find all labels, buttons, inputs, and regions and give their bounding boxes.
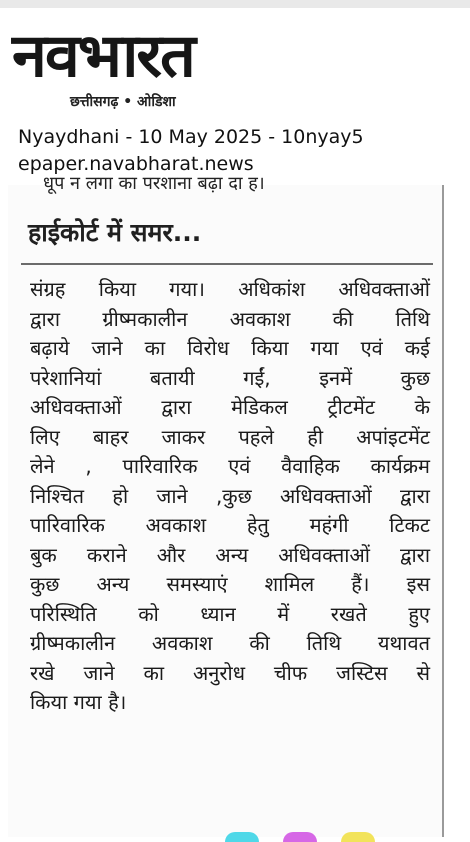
article-line: ग्रीष्मकालीन अवकाश की तिथि यथावत bbox=[30, 631, 430, 655]
article-line: पारिवारिक अवकाश हेतु महंगी टिकट bbox=[30, 513, 430, 537]
article-line: निश्चित हो जाने ,कुछ अधिवक्ताओं द्वारा bbox=[30, 483, 430, 508]
article-line: बढ़ाये जाने का विरोध किया गया एवं कई bbox=[30, 336, 430, 360]
article-line: अधिवक्ताओं द्वारा मेडिकल ट्रीटमेंट के bbox=[30, 395, 430, 419]
site-link[interactable]: epaper.navabharat.news bbox=[18, 153, 254, 175]
article-line: लेने , पारिवारिक एवं वैवाहिक कार्यक्रम bbox=[30, 454, 430, 478]
previous-article-cut-line: धूप न लगा का परशाना बढ़ा दा ह। bbox=[43, 173, 265, 194]
headline-rule bbox=[21, 263, 433, 265]
article-line: रखे जाने का अनुरोध चीफ जस्टिस से bbox=[30, 660, 430, 685]
article-line: परेशानियां बतायी गईं, इनमें कुछ bbox=[30, 365, 430, 390]
share-dot[interactable] bbox=[225, 832, 259, 842]
top-bar bbox=[0, 0, 470, 8]
article-line: परिस्थिति को ध्यान में रखते हुए bbox=[30, 601, 430, 626]
edition-label: छत्तीसगढ़ • ओडिशा bbox=[70, 94, 176, 110]
article-line: द्वारा ग्रीष्मकालीन अवकाश की तिथि bbox=[30, 306, 430, 331]
article-line: किया गया है। bbox=[30, 690, 127, 714]
share-dot[interactable] bbox=[283, 832, 317, 842]
article-line: कुछ अन्य समस्याएं शामिल हैं। इस bbox=[30, 572, 430, 596]
news-clipping bbox=[8, 173, 444, 837]
article-line: बुक कराने और अन्य अधिवक्ताओं द्वारा bbox=[30, 542, 430, 567]
article-line: संग्रह किया गया। अधिकांश अधिवक्ताओं bbox=[30, 277, 430, 301]
share-dot[interactable] bbox=[341, 832, 375, 842]
masthead bbox=[12, 21, 282, 110]
article-headline: हाईकोर्ट में समर... bbox=[28, 218, 202, 247]
article-line: लिए बाहर जाकर पहले ही अपांइटमेंट bbox=[30, 424, 430, 449]
newspaper-logo: नवभारत bbox=[12, 21, 194, 91]
issue-line: Nyaydhani - 10 May 2025 - 10nyay5 bbox=[18, 126, 364, 148]
article-body bbox=[30, 275, 430, 718]
issue-meta bbox=[18, 124, 364, 178]
